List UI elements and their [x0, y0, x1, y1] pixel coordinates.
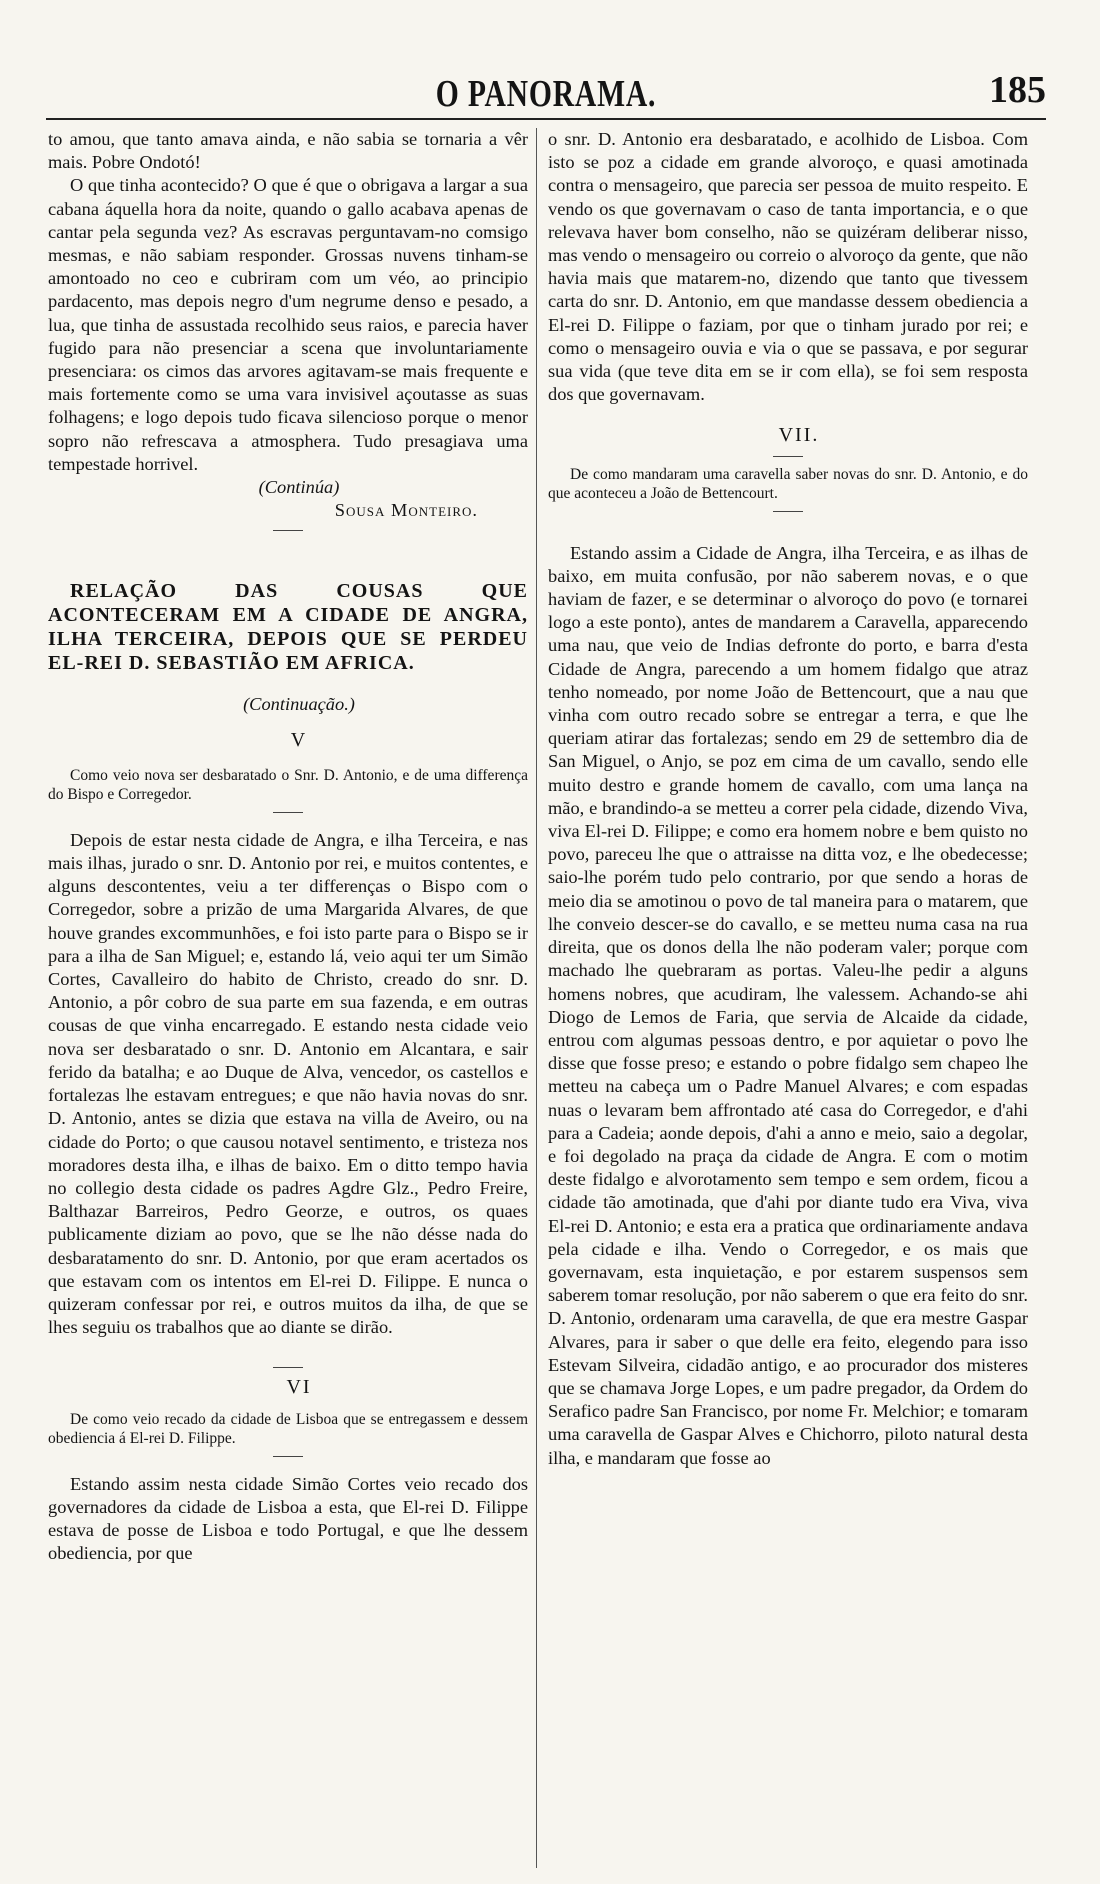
story-paragraph: o snr. D. Antonio era desbaratado, e acolhido de Lisboa. Com isto se poz a cidade em grande alvoroço, e quasi amotinada contra o mensageiro, que parecia ser pessoa de muito respeito. E vendo os que governavam o caso de tanta importancia, e o que relevava haver bom conselho, não se quizéram deliberar nisso, mas vendo o mensageiro ou correio o alvoroço da gente, que não havia mais que matarem-no, dizendo que tanto que tivessem carta do snr. D. Antonio, em que mandasse dessem obediencia a El-rei D. Filippe o faziam, por que o tinham jurado por rei; e como o mensageiro ouvia e via o que se passava, e por segurar sua vida (que teve dita em se ir com ella), se foi sem resposta dos que governavam.: [548, 129, 1028, 405]
separator-rule: [273, 530, 303, 531]
section-number: VI: [286, 1376, 312, 1399]
page-header: [46, 66, 1046, 116]
section-summary: De como mandaram uma caravella saber novas do snr. D. Antonio, e do que aconteceu a João de Bettencourt.: [548, 465, 1028, 502]
page-number: 185: [989, 69, 1046, 111]
story-paragraph: O que tinha acontecido? O que é que o obrigava a largar a sua cabana áquella hora da noite, quando o gallo acabava apenas de cantar pela segunda vez? As escravas perguntavam-no comsigo mesmas, e não sabiam responder. Grossas nuvens tinham-se amontoado no ceo e cubriram com um véo, ao principio pardacento, mas depois negro d'um negrume denso e pesado, a lua, que tinha de assustada recolhido seus raios, e parecia haver fugido para não presenciar a scena que involuntariamente presenciara: os cimos das arvores agitavam-se mais frequente e mais fortemente como se uma vara invisivel açoutasse as suas folhagens; e logo depois tudo ficava silencioso porque o menor sopro não refrescava a atmosphera. Tudo presagiava uma tempestade horrivel.: [48, 175, 528, 474]
header-rule: [46, 118, 1046, 120]
section-summary: De como veio recado da cidade de Lisboa que se entregassem e dessem obediencia á El-rei D. Filippe.: [48, 1410, 528, 1447]
article-title: RELAÇÃO DAS COUSAS QUE ACONTECERAM EM A CIDADE DE ANGRA, ILHA TERCEIRA, DEPOIS QUE SE PERDEU EL-REI D. SEBASTIÃO EM AFRICA.: [48, 580, 528, 675]
continuacao-note: (Continuação.): [243, 694, 355, 715]
column-divider: [536, 128, 537, 1868]
right-column: [548, 128, 1028, 1470]
section-number: V: [290, 728, 308, 751]
story-paragraph: to amou, que tanto amava ainda, e não sabia se tornaria a vêr mais. Pobre Ondotó!: [48, 129, 528, 173]
author-signature: Sousa Monteiro.: [334, 500, 478, 521]
left-column: [48, 128, 528, 1565]
separator-rule: [773, 456, 803, 457]
separator-rule: [273, 1367, 303, 1368]
separator-rule: [273, 812, 303, 813]
separator-rule: [773, 511, 803, 512]
separator-rule: [273, 1456, 303, 1457]
section-text: Estando assim a Cidade de Angra, ilha Terceira, e as ilhas de baixo, em muita confusão, por não saberem novas, e o que haviam de fazer, e se determinar o alvoroço do povo (e tornarei logo a este ponto), antes de mandarem a Caravella, apparecendo uma nau, que veio de Indias defronte do porto, e barra d'esta Cidade de Angra, parecendo a um homem fidalgo que atraz tenho nomeado, por nome João de Bettencourt, que a nau que vinha com outro recado sobre se entregar a terra, e que lhe queriam atirar das fortalezas; sendo em 29 de settembro dia de San Miguel, o Anjo, se poz em cima de um cavallo, sendo elle muito destro e grande homem de cavallo, com uma lança na mão, e brandindo-a se metteu a correr pela cidade, dizendo Viva, viva El-rei D. Filippe; e como era homem nobre e bem quisto no povo, pareceu lhe que o attraisse na ditta voz, e lhe obedecesse; saio-lhe porém tudo pelo contrario, por que sendo a horas de meio dia se amotinou o povo de tal maneira para o matarem, que lhe conveio descer-se do cavallo, e se metteu numa casa na rua direita, que os donos della lhe não poderam valer; porque com machado lhe quebraram as portas. Valeu-lhe pedir a alguns homens nobres, que acudiram, lhe valessem. Achando-se ahi Diogo de Lemos de Faria, que servia de Alcaide da cidade, entrou com algumas pessoas dentro, e por aquietar o povo lhe disse que fosse preso; e estando o pobre fidalgo sem chapeo lhe metteu na cabeça um o Padre Manuel Alvares; e com espadas nuas o levaram bem affrontado até casa do Corregedor, e d'ahi para a Cadeia; aonde depois, d'ahi a anno e meio, saio a degolar, e foi degolado na praça da cidade de Angra. E com o motim deste fidalgo e alvorotamento sem tempo e sem ordem, ficou a cidade tão amotinada, que d'ahi por diante tudo era Viva, viva El-rei D. Antonio; e esta era a pratica que ordinariamente andava pela cidade e ilha. Vendo o Corregedor, e os mais que governavam, esta inquietação, e por estarem suspensos sem saberem tomar resolução, por não saberem o que era feito do snr. D. Antonio, ordenaram uma caravella, de que era mestre Gaspar Alvares, para ir saber o que delle era feito, elegendo para isso Estevam Silveira, cidadão antigo, e ao procurador dos misteres que se chamava Jorge Lopes, e um padre pregador, da Ordem do Serafico padre San Francisco, por nome Fr. Melchior; e tomaram uma caravella de Gaspar Alves e Chichorro, piloto natural desta ilha, e mandaram que fosse ao: [548, 542, 1028, 1468]
masthead-title: O PANORAMA.: [435, 73, 657, 115]
continua-note: (Continúa): [258, 477, 340, 498]
section-text: Depois de estar nesta cidade de Angra, e ilha Terceira, e nas mais ilhas, jurado o snr. D. Antonio por rei, e muitos contentes, e alguns descontentes, veiu a ter differenças o Bispo com o Corregedor, sobre a prizão de uma Margarida Alvares, de que houve grandes excommunhões, e foi isto parte para o Bispo se ir para a ilha de San Miguel; e, estando lá, veio aqui ter um Simão Cortes, Cavalleiro do habito de Christo, creado do snr. D. Antonio, a pôr cobro de sua parte em sua fazenda, e em outras cousas de que vinha encarregado. E estando nesta cidade veio nova ser desbaratado o snr. D. Antonio em Alcantara, e sair ferido da batalha; e ao Duque de Alva, vencedor, os castellos e fortalezas lhe estavam entregues; e que não havia novas do snr. D. Antonio, antes se dizia que estava na villa de Aveiro, ou na cidade do Porto; o que causou notavel sentimento, e tristeza nos moradores desta ilha, e ilhas de baixo. Em o ditto tempo havia no collegio desta cidade os padres Agdre Glz., Pedro Freire, Balthazar Barreiros, Pedro Georze, e outros, os quaes publicamente diziam ao povo, que se lhe não désse nada do desbaratamento do snr. D. Antonio, por que eram acertados os que estavam com os intentos em El-rei D. Filippe. E nunca o quizeram confessar por rei, e outros muitos da ilha, de que se lhes seguiu os trabalhos que ao diante se dirão.: [48, 829, 528, 1338]
section-text: Estando assim nesta cidade Simão Cortes veio recado dos governadores da cidade de Lisboa a esta, que El-rei D. Filippe estava de posse de Lisboa e todo Portugal, e que lhe dessem obediencia, por que: [48, 1473, 528, 1564]
section-summary: Como veio nova ser desbaratado o Snr. D. Antonio, e de uma differença do Bispo e Corregedor.: [48, 766, 528, 803]
section-number: VII.: [778, 424, 820, 447]
